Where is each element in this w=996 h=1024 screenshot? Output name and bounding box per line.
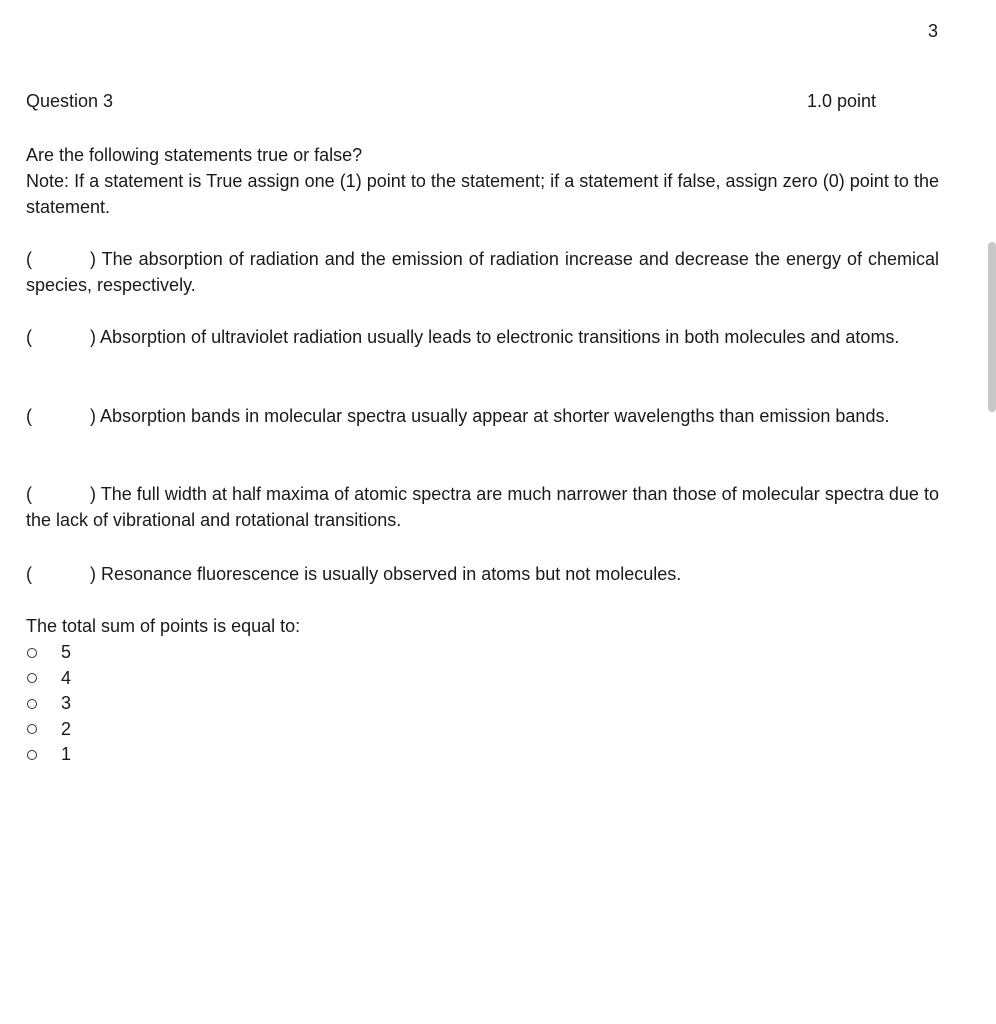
question-title: Question 3 xyxy=(26,91,114,111)
radio-circle-icon[interactable] xyxy=(27,699,37,709)
statement-1-text: ) The absorption of radiation and the emission of radiation increase and decrease the energy of chemical species, respectively. xyxy=(26,249,939,295)
statement-4 xyxy=(26,481,939,533)
answer-option-5[interactable] xyxy=(26,640,71,666)
statement-1 xyxy=(26,246,939,298)
answer-option-label: 5 xyxy=(61,642,72,663)
statement-4-blank[interactable]: ( xyxy=(26,484,32,504)
radio-circle-icon[interactable] xyxy=(27,724,37,734)
vertical-scrollbar[interactable] xyxy=(988,242,996,412)
answer-option-1[interactable] xyxy=(26,742,71,768)
question-header xyxy=(26,90,876,112)
statement-3 xyxy=(26,403,939,429)
question-prompt: Are the following statements true or false? xyxy=(26,145,363,165)
radio-circle-icon[interactable] xyxy=(27,673,37,683)
statement-5-blank[interactable]: ( xyxy=(26,564,32,584)
radio-circle-icon[interactable] xyxy=(27,750,37,760)
page-number: 3 xyxy=(927,21,938,41)
statement-3-text: ) Absorption bands in molecular spectra usually appear at shorter wavelengths than emission bands. xyxy=(90,406,890,426)
question-points: 1.0 point xyxy=(806,91,876,111)
statement-5 xyxy=(26,561,939,587)
question-intro xyxy=(26,142,939,220)
answer-options xyxy=(26,640,71,768)
statement-3-blank[interactable]: ( xyxy=(26,406,32,426)
statement-2-text: ) Absorption of ultraviolet radiation usually leads to electronic transitions in both molecules and atoms. xyxy=(90,327,900,347)
statement-5-text: ) Resonance fluorescence is usually observed in atoms but not molecules. xyxy=(90,564,682,584)
statement-1-blank[interactable]: ( xyxy=(26,249,32,269)
question-note: Note: If a statement is True assign one (1) point to the statement; if a statement if false, assign zero (0) point to the statement. xyxy=(26,171,939,217)
answer-option-label: 4 xyxy=(61,667,72,688)
statement-2 xyxy=(26,324,939,350)
answer-label: The total sum of points is equal to: xyxy=(26,616,301,636)
statement-2-blank[interactable]: ( xyxy=(26,327,32,347)
answer-option-3[interactable] xyxy=(26,691,71,717)
answer-option-label: 1 xyxy=(61,744,72,765)
answer-option-2[interactable] xyxy=(26,717,71,743)
answer-option-label: 3 xyxy=(61,693,72,714)
answer-option-label: 2 xyxy=(61,718,72,739)
statement-4-text: ) The full width at half maxima of atomic spectra are much narrower than those of molecular spectra due to the lack of vibrational and rotational transitions. xyxy=(26,484,939,530)
radio-circle-icon[interactable] xyxy=(27,648,37,658)
answer-option-4[interactable] xyxy=(26,666,71,692)
